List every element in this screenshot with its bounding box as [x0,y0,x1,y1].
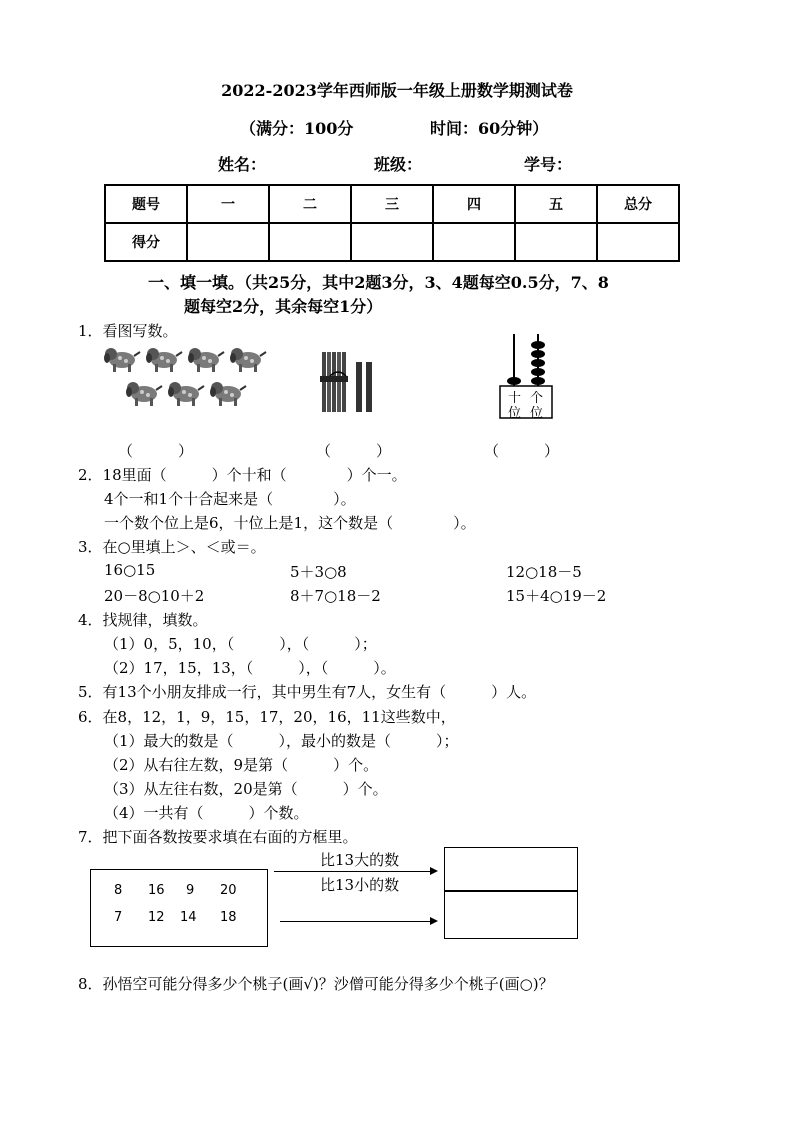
compare-item: 15＋4○19－2 [506,587,607,605]
question-5: 5．有13个小朋友排成一行，其中男生有7人，女生有（ ）人。 [78,683,537,701]
section-heading-cont: 题每空2分，其余每空1分） [184,297,383,316]
answer-blank: （ ） [316,442,392,460]
compare-item: 20－8○10＋2 [104,587,205,605]
greater-than-13-label: 比13大的数 [320,851,400,869]
pattern-line: （2）17，15，13，（ ），（ ）。 [104,659,396,677]
answer-blank: （ ） [484,442,560,460]
less-than-13-label: 比13小的数 [320,876,400,894]
score-cell [351,223,433,261]
arrow-icon [274,871,436,872]
question-4: 4．找规律，填数。 [78,611,208,629]
compare-item: 16○15 [104,561,156,579]
compare-item: 12○18－5 [506,563,582,581]
exam-time: 时间：60分钟） [430,119,549,138]
abacus-label-ones: 个 [530,391,544,406]
question-3: 3．在○里填上＞、＜或＝。 [78,538,266,556]
score-cell [515,223,597,261]
full-score: （满分：100分 [240,119,354,138]
student-id-label: 学号： [524,155,573,174]
table-header-cell: 题号 [105,185,187,223]
greater-answer-box [444,847,578,892]
arrow-icon [280,921,436,922]
table-row [105,223,679,261]
table-header-cell: 二 [269,185,351,223]
pattern-line: （1）0，5，10，（ ），（ ）； [104,635,377,653]
score-cell [269,223,351,261]
number-item: 7 [114,910,123,925]
score-table [104,184,680,262]
question-6-line: （2）从右往左数，9是第（ ）个。 [104,756,379,774]
table-header-cell: 一 [187,185,269,223]
question-2-line: 一个数个位上是6，十位上是1，这个数是（ ）。 [104,514,476,532]
number-box [90,869,268,947]
number-item: 12 [148,910,165,925]
number-item: 9 [186,883,195,898]
answer-blank: （ ） [118,442,194,460]
number-item: 8 [114,883,123,898]
score-cell [187,223,269,261]
score-row-label: 得分 [105,223,187,261]
table-header-cell: 五 [515,185,597,223]
page-title: 2022-2023学年西师版一年级上册数学期测试卷 [221,81,573,100]
question-1: 1．看图写数。 [78,322,178,340]
compare-item: 8＋7○18－2 [290,587,381,605]
question-2: 2．18里面（ ）个十和（ ）个一。 [78,466,407,484]
question-7: 7．把下面各数按要求填在右面的方框里。 [78,828,358,846]
question-6-line: （4）一共有（ ）个数。 [104,804,309,822]
score-cell [433,223,515,261]
question-6-line: （3）从左往右数，20是第（ ）个。 [104,780,388,798]
number-item: 14 [180,910,197,925]
question-6: 6．在8，12，1，9，15，17，20，16，11这些数中， [78,708,456,726]
class-label: 班级： [374,155,423,174]
stick-bundle-image [318,350,380,416]
table-row [105,185,679,223]
less-answer-box [444,890,578,939]
table-header-cell: 三 [351,185,433,223]
abacus-label-place: 位 [530,406,544,421]
number-item: 16 [148,883,165,898]
question-2-line: 4个一和1个十合起来是（ ）。 [104,490,356,508]
score-cell [597,223,679,261]
compare-item: 5＋3○8 [290,563,347,581]
abacus-label-place: 位 [508,406,522,421]
question-6-line: （1）最大的数是（ ），最小的数是（ ）； [104,732,459,750]
dogs-image [104,344,274,416]
table-header-cell: 总分 [597,185,679,223]
table-header-cell: 四 [433,185,515,223]
name-label: 姓名： [218,155,267,174]
number-item: 20 [220,883,237,898]
number-item: 18 [220,910,237,925]
question-8: 8．孙悟空可能分得多少个桃子(画√)？沙僧可能分得多少个桃子(画○)？ [78,975,554,993]
section-heading: 一、填一填。（共25分，其中2题3分，3、4题每空0.5分，7、8 [148,273,609,292]
abacus-label-tens: 十 [508,391,522,406]
abacus-image [498,330,558,422]
